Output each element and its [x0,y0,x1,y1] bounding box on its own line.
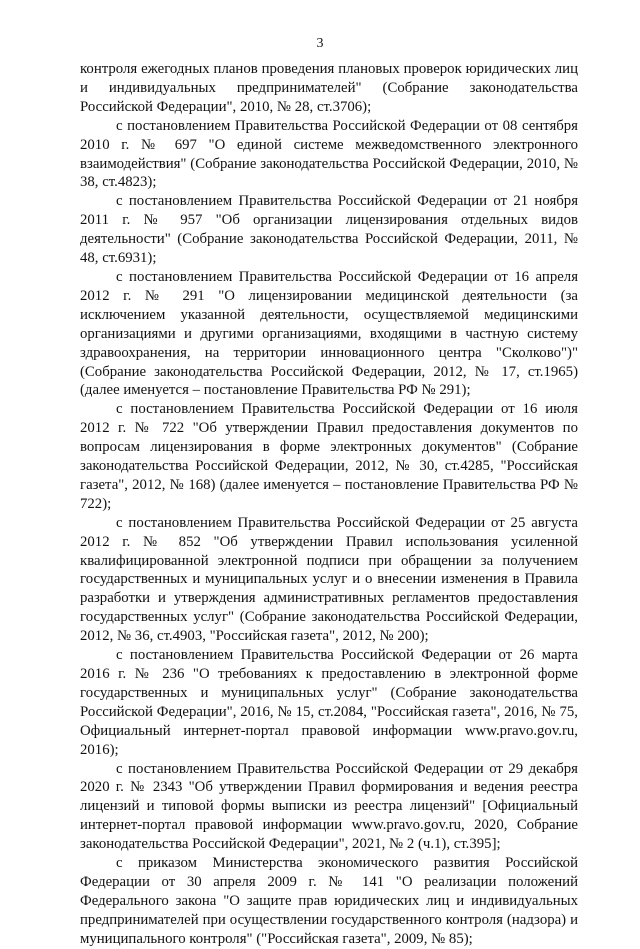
paragraph-decree-236: с постановлением Правительства Российской Федерации от 26 марта 2016 г. № 236 "О требованиях к предоставлению в электронной форме государственных и муниципальных услуг" (Собрание законодательства Российской Федерации", 2016, № 15, ст.2084, "Российская газета", 2016, № 75, Официальный интернет-портал правовой информации www.pravo.gov.ru, 2016); [80,647,578,758]
paragraph-decree-697: с постановлением Правительства Российской Федерации от 08 сентября 2010 г. № 697 "О единой системе межведомственного электронного взаимодействия" (Собрание законодательства Российской Федерации, 2010, № 38, ст.4823); [80,117,578,191]
paragraph-decree-2343: с постановлением Правительства Российской Федерации от 29 декабря 2020 г. № 2343 "Об утверждении Правил формирования и ведения реестра лицензий и типовой формы выписки из реестра лицензий" [Официальный интернет-портал правовой информации www.pravo.gov.ru, 2020, Собрание законодательства Российской Федерации", 2021, № 2 (ч.1), ст.395]; [80,760,578,853]
paragraph-decree-291: с постановлением Правительства Российской Федерации от 16 апреля 2012 г. № 291 "О лицензировании медицинской деятельности (за исключением указанной деятельности, осуществляемой медицинскими организациями и другими организациями, входящими в частную систему здравоохранения, на территории инновационного центра "Сколково")" (Собрание законодательства Российской Федерации, 2012, № 17, ст.1965) (далее именуется – постановление Правительства РФ № 291); [80,268,578,399]
paragraph-order-141: с приказом Министерства экономического развития Российской Федерации от 30 апреля 2009 г. № 141 "О реализации положений Федерального закона "О защите прав юридических лиц и индивидуальных предпринимателей при осуществлении государственного контроля (надзора) и муниципального контроля" ("Российская газета", 2009, № 85); [80,855,578,947]
page-number: 3 [316,36,324,51]
paragraph-decree-852: с постановлением Правительства Российской Федерации от 25 августа 2012 г. № 852 "Об утверждении Правил использования усиленной квалифицированной электронной подписи при обращении за получением государственных и муниципальных услуг и о внесении изменения в Правила разработки и утверждения административных регламентов предоставления государственных услуг" (Собрание законодательства Российской Федерации, 2012, № 36, ст.4903, "Российская газета", 2012, № 200); [80,514,578,645]
paragraph-decree-722: с постановлением Правительства Российской Федерации от 16 июля 2012 г. № 722 "Об утверждении Правил предоставления документов по вопросам лицензирования в форме электронных документов" (Собрание законодательства Российской Федерации, 2012, № 30, ст.4285, "Российская газета", 2012, № 168) (далее именуется – постановление Правительства РФ № 722); [80,401,578,512]
paragraph-decree-957: с постановлением Правительства Российской Федерации от 21 ноября 2011 г. № 957 "Об организации лицензирования отдельных видов деятельности" (Собрание законодательства Российской Федерации, 2011, № 48, ст.6931); [80,193,578,267]
paragraph-continuation: контроля ежегодных планов проведения плановых проверок юридических лиц и индивидуальных предпринимателей" (Собрание законодательства Российской Федерации", 2010, № 28, ст.3706); [80,61,578,115]
page-body [80,60,578,949]
